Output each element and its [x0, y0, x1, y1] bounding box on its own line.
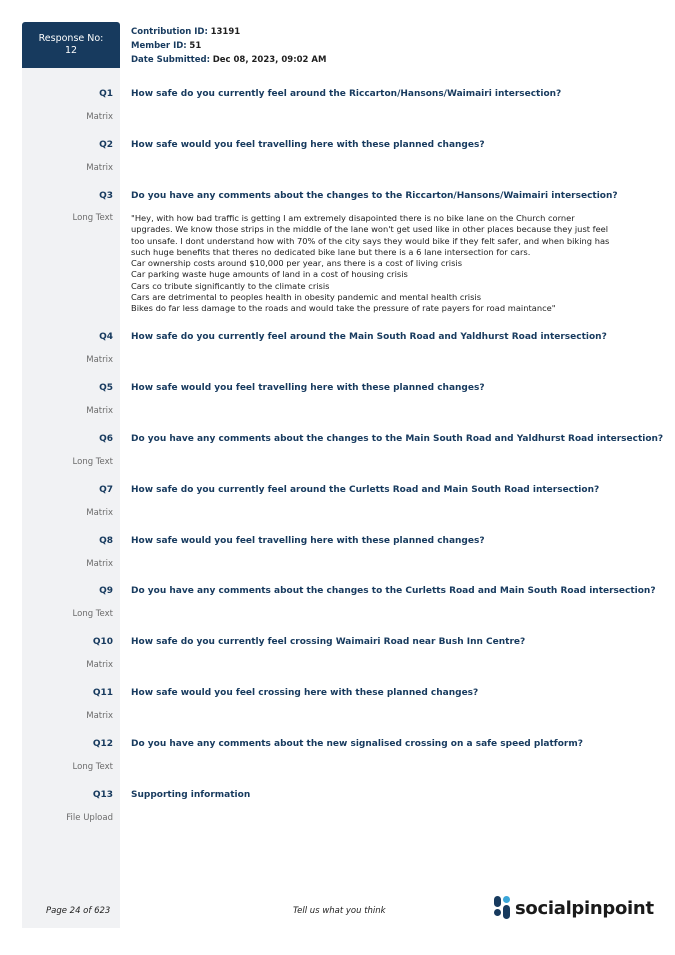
date-label: Date Submitted:: [131, 55, 210, 65]
question-number: Q7: [99, 485, 113, 495]
question-number: Q3: [99, 191, 113, 201]
question-type: Long Text: [72, 457, 113, 467]
question-type: Matrix: [86, 508, 113, 518]
pinpoint-logo-icon: [493, 895, 511, 921]
question-number: Q6: [99, 434, 113, 444]
question-text: How safe do you currently feel crossing Waimairi Road near Bush Inn Centre?: [131, 637, 526, 647]
answer-line: such huge benefits that theres no dedicated bike lane but there is a 6 lane intersection for cars.: [131, 246, 531, 257]
question-type: Matrix: [86, 660, 113, 670]
question-text: Supporting information: [131, 790, 251, 800]
response-number-box: [22, 22, 120, 68]
question-text: Do you have any comments about the new signalised crossing on a safe speed platform?: [131, 739, 583, 749]
question-type: Long Text: [72, 762, 113, 772]
answer-line: Bikes do far less damage to the roads and would take the pressure of rate payers for road maintance": [131, 303, 556, 314]
page-number: Page 24 of 623: [46, 906, 111, 916]
question-type: Matrix: [86, 711, 113, 721]
question-number: Q11: [92, 688, 113, 698]
question-text: How safe do you currently feel around the Curletts Road and Main South Road intersection?: [131, 485, 600, 495]
answer-line: too unsafe. I dont understand how with 70% of the city says they would bike if they felt safer, and when biking has: [131, 235, 610, 246]
question-number: Q13: [92, 790, 113, 800]
question-number: Q9: [99, 586, 113, 596]
socialpinpoint-logo: [493, 895, 654, 921]
member-label: Member ID:: [131, 41, 187, 51]
question-number: Q8: [99, 536, 113, 546]
question-text: Do you have any comments about the changes to the Riccarton/Hansons/Waimairi intersection?: [131, 191, 618, 201]
question-type: Matrix: [86, 163, 113, 173]
response-label: Response No:: [38, 33, 104, 44]
question-text: How safe would you feel travelling here with these planned changes?: [131, 140, 485, 150]
question-text: How safe do you currently feel around the Main South Road and Yaldhurst Road intersection?: [131, 332, 607, 342]
question-type: Matrix: [86, 355, 113, 365]
question-type: Matrix: [86, 406, 113, 416]
footer-tagline: Tell us what you think: [293, 906, 386, 916]
question-number: Q10: [92, 637, 113, 647]
question-number: Q1: [99, 89, 113, 99]
contribution-id: 13191: [210, 27, 241, 37]
answer-line: upgrades. We know those strips in the middle of the lane won't get used like in other places because they just feel: [131, 224, 609, 235]
question-text: How safe would you feel crossing here with these planned changes?: [131, 688, 479, 698]
answer-line: Cars are detrimental to peoples health in obesity pandemic and mental health crisis: [131, 292, 482, 303]
logo-text: socialpinpoint: [515, 897, 654, 919]
question-type: File Upload: [66, 813, 113, 823]
question-text: Do you have any comments about the changes to the Curletts Road and Main South Road intersection?: [131, 586, 656, 596]
answer-line: Car parking waste huge amounts of land in a cost of housing crisis: [131, 269, 408, 280]
contribution-label: Contribution ID:: [131, 27, 208, 37]
question-number: Q4: [99, 332, 113, 342]
question-text: How safe would you feel travelling here with these planned changes?: [131, 383, 485, 393]
response-number: 12: [64, 45, 78, 56]
answer-line: Cars co tribute significantly to the climate crisis: [131, 280, 330, 291]
answer-line: "Hey, with how bad traffic is getting I am extremely disapointed there is no bike lane on the Church corner: [131, 213, 575, 223]
question-type: Long Text: [72, 609, 113, 619]
question-number: Q12: [92, 739, 113, 749]
q3-answer: [131, 213, 621, 315]
answer-line: Car ownership costs around $10,000 per year, ans there is a cost of living crisis: [131, 258, 463, 269]
question-type: Matrix: [86, 559, 113, 569]
member-id: 51: [189, 41, 202, 51]
question-text: How safe would you feel travelling here with these planned changes?: [131, 536, 485, 546]
question-text: How safe do you currently feel around the Riccarton/Hansons/Waimairi intersection?: [131, 89, 562, 99]
question-type: Long Text: [72, 213, 113, 223]
question-number: Q5: [99, 383, 113, 393]
question-text: Do you have any comments about the changes to the Main South Road and Yaldhurst Road intersection?: [131, 434, 664, 444]
submission-meta: [131, 25, 326, 67]
date-submitted: Dec 08, 2023, 09:02 AM: [212, 55, 327, 65]
question-number: Q2: [99, 140, 113, 150]
question-type: Matrix: [86, 112, 113, 122]
